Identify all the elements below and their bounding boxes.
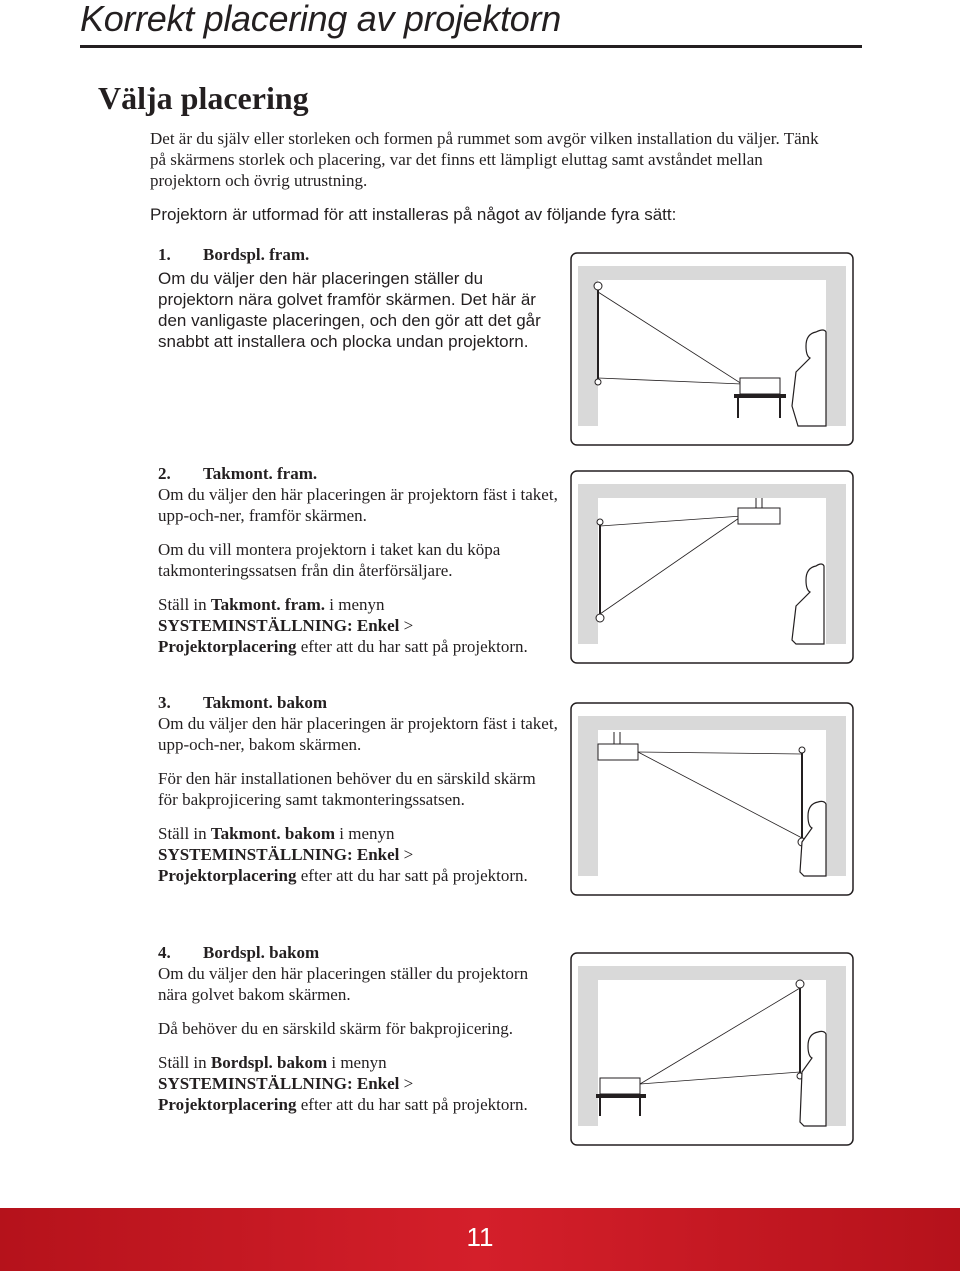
intro-paragraph-2: Projektorn är utformad för att installeras på något av följande fyra sätt: [150, 205, 677, 224]
option-note: Om du vill montera projektorn i taket kan du köpa takmonteringssatsen från din återförsäljare. [158, 540, 501, 580]
option-heading: 1. Bordspl. fram. [158, 245, 310, 264]
option-menu-instruction: Ställ in Bordspl. bakom i menyn SYSTEMINSTÄLLNING: Enkel > Projektorplacering efter att du har satt på projektorn. [158, 1053, 528, 1114]
page-title: Korrekt placering av projektorn [80, 0, 561, 39]
option-menu-instruction: Ställ in Takmont. bakom i menyn SYSTEMINSTÄLLNING: Enkel > Projektorplacering efter att du har satt på projektorn. [158, 824, 528, 885]
page-number: 11 [466, 1222, 494, 1252]
diagram-rear-table [570, 952, 854, 1146]
placement-option-1 [158, 244, 558, 352]
section-heading: Välja placering [98, 80, 309, 116]
diagram-rear-ceiling [570, 702, 854, 896]
option-heading: 2. Takmont. fram. [158, 464, 318, 483]
option-note: För den här installationen behöver du en särskild skärm för bakprojicering samt takmonteringssatsen. [158, 769, 536, 809]
option-menu-instruction: Ställ in Takmont. fram. i menyn SYSTEMINSTÄLLNING: Enkel > Projektorplacering efter att du har satt på projektorn. [158, 595, 528, 656]
placement-option-4 [158, 942, 558, 1115]
placement-option-2 [158, 463, 558, 657]
title-rule [80, 45, 862, 48]
option-heading: 4. Bordspl. bakom [158, 943, 320, 962]
diagram-front-ceiling [570, 470, 854, 664]
option-description: Om du väljer den här placeringen ställer du projektorn nära golvet framför skärmen. Det här är den vanligaste placeringen, och den gör att det går snabbt att installera och plocka undan projektorn. [158, 269, 541, 351]
option-note: Då behöver du en särskild skärm för bakprojicering. [158, 1019, 513, 1038]
option-heading: 3. Takmont. bakom [158, 693, 328, 712]
option-description: Om du väljer den här placeringen är projektorn fäst i taket, upp-och-ner, bakom skärmen. [158, 714, 558, 754]
intro-paragraph: Det är du själv eller storleken och formen på rummet som avgör vilken installation du väljer. Tänk på skärmens storlek och placering, var det finns ett lämpligt eluttag samt avståndet mellan projektorn och övrig utrustning. [150, 129, 819, 190]
placement-option-3 [158, 692, 558, 886]
option-description: Om du väljer den här placeringen är projektorn fäst i taket, upp-och-ner, framför skärmen. [158, 485, 558, 525]
option-description: Om du väljer den här placeringen ställer du projektorn nära golvet bakom skärmen. [158, 964, 529, 1004]
diagram-front-table [570, 252, 854, 446]
